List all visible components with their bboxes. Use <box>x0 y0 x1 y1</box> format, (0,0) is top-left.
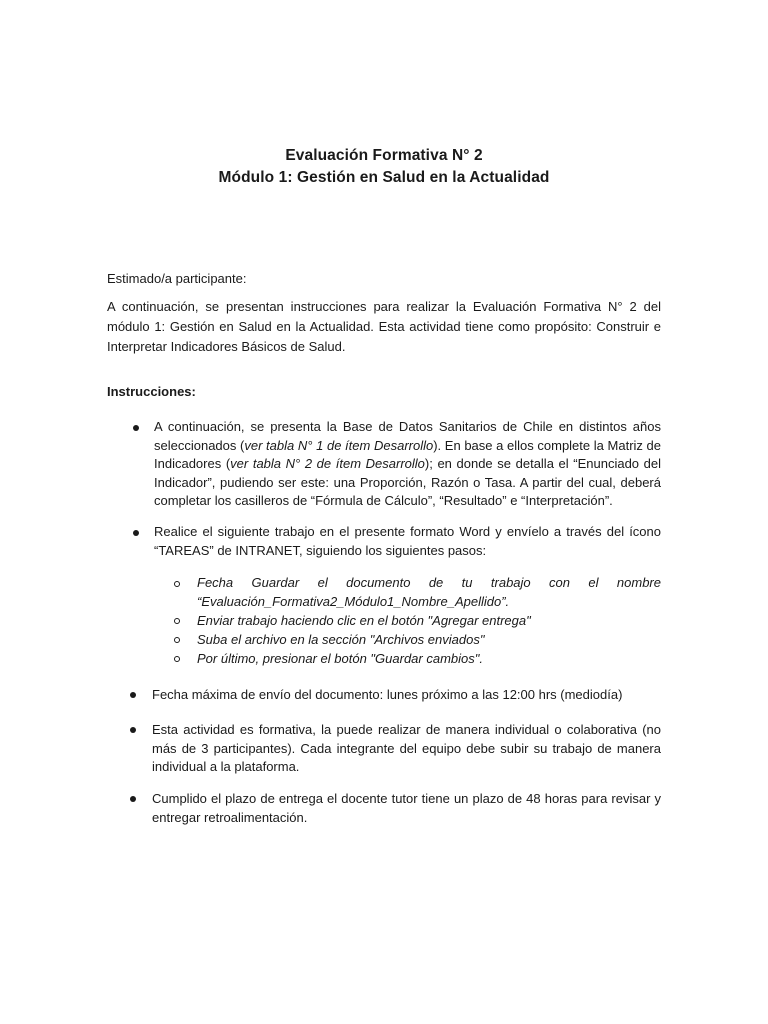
bullet-marker <box>130 796 136 802</box>
sub-bullet-marker <box>174 637 180 643</box>
greeting: Estimado/a participante: <box>107 271 247 286</box>
document-subtitle: Módulo 1: Gestión en Salud en la Actualidad <box>218 169 550 186</box>
sub-bullet-marker <box>174 656 180 662</box>
bullet-marker <box>130 727 136 733</box>
document-title: Evaluación Formativa N° 2 <box>285 147 483 164</box>
step-4: Por último, presionar el botón "Guardar cambios". <box>197 651 483 666</box>
bullet-marker <box>133 530 139 536</box>
sub-bullet-marker <box>174 618 180 624</box>
step-3: Suba el archivo en la sección "Archivos enviados" <box>197 632 485 647</box>
instructions-heading: Instrucciones: <box>107 384 196 399</box>
instruction-bullet-4: Esta actividad es formativa, la puede realizar de manera individual o colaborativa (no más de 3 participantes). Cada integrante del equipo debe subir su trabajo de manera individual a la plataforma. <box>152 722 661 774</box>
intro-paragraph: A continuación, se presentan instrucciones para realizar la Evaluación Formativa N° 2 del módulo 1: Gestión en Salud en la Actualidad. Esta actividad tiene como propósito: Construir e Interpretar Indicadores Básicos de Salud. <box>107 299 661 354</box>
sub-bullet-marker <box>174 581 180 587</box>
step-1: Fecha Guardar el documento de tu trabajo con el nombre “Evaluación_Formativa2_Módulo1_Nombre_Apellido”. <box>197 575 661 609</box>
instruction-bullet-3: Fecha máxima de envío del documento: lunes próximo a las 12:00 hrs (mediodía) <box>152 687 623 702</box>
bullet-marker <box>130 692 136 698</box>
step-2: Enviar trabajo haciendo clic en el botón "Agregar entrega" <box>197 613 531 628</box>
instruction-bullet-2: Realice el siguiente trabajo en el presente formato Word y envíelo a través del ícono “TAREAS” de INTRANET, siguiendo los siguientes pasos: <box>154 524 661 558</box>
instruction-bullet-5: Cumplido el plazo de entrega el docente tutor tiene un plazo de 48 horas para revisar y entregar retroalimentación. <box>152 791 661 825</box>
instruction-bullet-1: A continuación, se presenta la Base de Datos Sanitarios de Chile en distintos años seleccionados (ver tabla N° 1 de ítem Desarrollo). En base a ellos complete la Matriz de Indicadores (ver tabla N° 2 de ítem Desarrollo); en donde se detalla el “Enunciado del Indicador”, pudiendo ser este: una Proporción, Razón o Tasa. A partir del cual, deberá completar los casilleros de “Fórmula de Cálculo”, “Resultado” e “Interpretación”. <box>154 419 662 508</box>
bullet-marker <box>133 425 139 431</box>
